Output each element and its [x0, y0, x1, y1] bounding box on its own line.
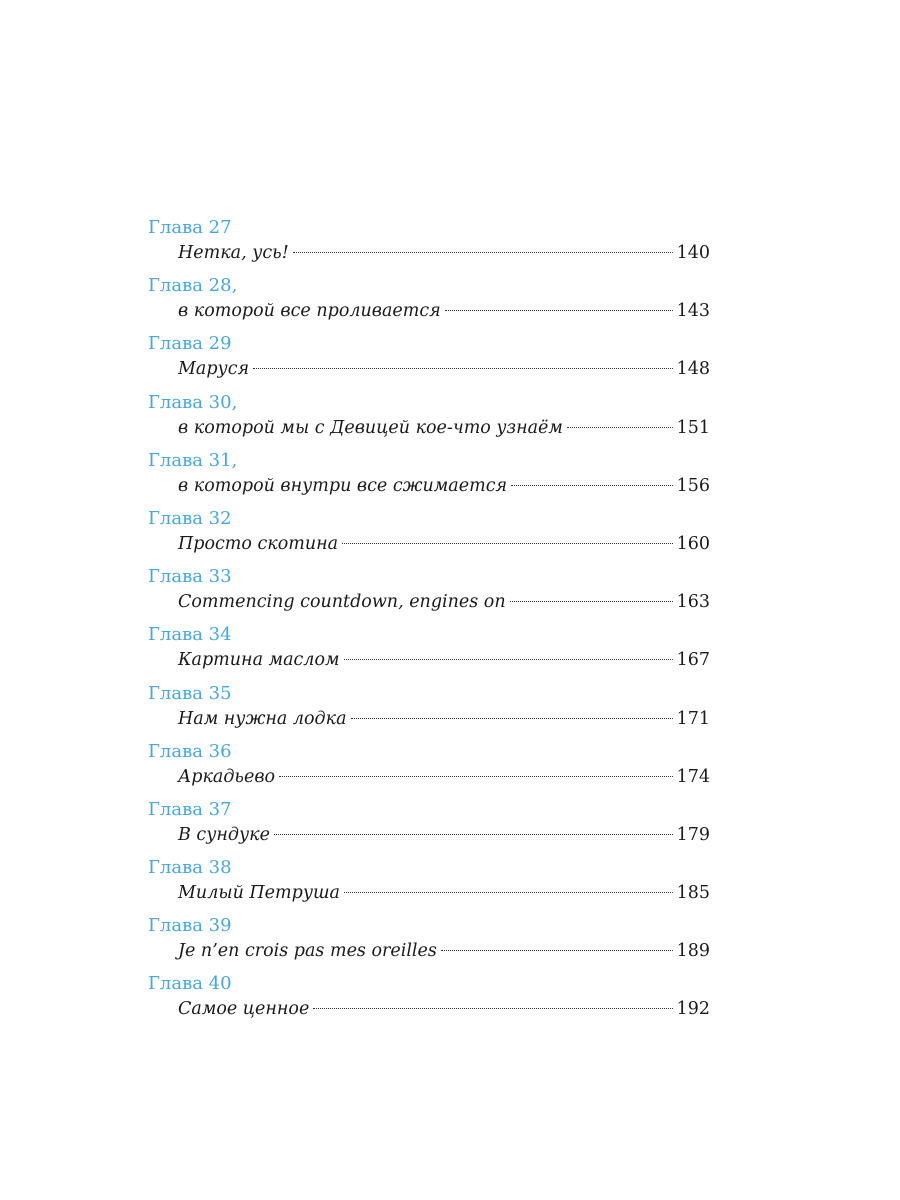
toc-entry[interactable]: [148, 798, 710, 856]
chapter-number: Глава 31,: [148, 449, 238, 471]
chapter-title: Нетка, усь!: [178, 243, 289, 263]
toc-entry[interactable]: [148, 623, 710, 681]
chapter-title: Маруся: [178, 359, 250, 380]
leader-dots: [351, 718, 673, 719]
toc-line: [178, 706, 710, 732]
chapter-number: Глава 29: [148, 333, 232, 355]
chapter-title: Самое ценное: [178, 999, 310, 1020]
toc-entry[interactable]: [148, 740, 710, 798]
toc-line: [178, 298, 710, 324]
chapter-title: Картина маслом: [178, 650, 340, 671]
chapter-number: Глава 35: [148, 682, 232, 704]
page-number: 160: [676, 533, 710, 554]
toc-entry[interactable]: [148, 507, 710, 565]
toc-entry[interactable]: [148, 682, 710, 740]
page-number: 167: [676, 650, 710, 671]
toc-entry[interactable]: [148, 274, 710, 332]
page-number: 171: [676, 708, 710, 729]
chapter-title: Commencing countdown, engines on: [178, 592, 506, 613]
chapter-title: В сундуке: [178, 824, 270, 845]
page-number: 192: [676, 999, 710, 1020]
leader-dots: [344, 892, 673, 893]
leader-dots: [293, 252, 673, 253]
toc-line: [178, 415, 710, 441]
chapter-number: Глава 27: [148, 217, 232, 238]
chapter-number: Глава 28,: [148, 275, 238, 297]
leader-dots: [510, 601, 673, 602]
chapter-title: Je n’en crois pas mes oreilles: [178, 941, 437, 962]
leader-dots: [274, 834, 673, 835]
page-number: 174: [676, 766, 710, 787]
toc-entry[interactable]: [148, 565, 710, 623]
chapter-number: Глава 37: [148, 798, 232, 820]
page-number: 179: [676, 824, 710, 845]
chapter-title: в которой мы с Девицей кое-что узнаём: [178, 417, 563, 438]
page-number: 151: [676, 417, 710, 438]
toc-line: [178, 938, 710, 964]
toc-line: [178, 880, 710, 906]
leader-dots: [344, 659, 673, 660]
chapter-number: Глава 34: [148, 624, 232, 646]
chapter-title: в которой внутри все сжимается: [178, 475, 508, 496]
chapter-number: Глава 32: [148, 507, 232, 529]
leader-dots: [567, 427, 673, 428]
toc-line: [178, 996, 710, 1022]
toc-entry[interactable]: [148, 914, 710, 972]
toc-entry[interactable]: [148, 972, 710, 1030]
toc-line: [178, 647, 710, 673]
page-number: 185: [676, 883, 710, 904]
leader-dots: [445, 310, 673, 311]
toc-entry[interactable]: [148, 216, 710, 274]
chapter-title: Просто скотина: [178, 533, 339, 554]
chapter-number: Глава 40: [148, 973, 232, 995]
page-number: 163: [676, 592, 710, 613]
chapter-title: в которой все проливается: [178, 301, 441, 322]
toc-line: [178, 531, 710, 557]
chapter-title: Милый Петруша: [178, 883, 340, 904]
chapter-number: Глава 30,: [148, 391, 238, 413]
toc-entry[interactable]: [148, 856, 710, 914]
page-number: 156: [676, 475, 710, 496]
toc-line: [178, 589, 710, 615]
toc-entry[interactable]: [148, 391, 710, 449]
chapter-number: Глава 38: [148, 857, 232, 879]
page-number: 148: [676, 359, 710, 380]
page-number: 189: [676, 941, 710, 962]
toc-entry[interactable]: [148, 449, 710, 507]
toc-entry[interactable]: [148, 332, 710, 390]
chapter-number: Глава 36: [148, 740, 232, 762]
toc-line: [178, 822, 710, 848]
chapter-number: Глава 39: [148, 915, 232, 937]
leader-dots: [253, 368, 673, 369]
page-number: 140: [676, 243, 710, 263]
toc-line: [178, 240, 710, 266]
toc-line: [178, 356, 710, 382]
leader-dots: [441, 950, 673, 951]
leader-dots: [313, 1008, 672, 1009]
toc-line: [178, 764, 710, 790]
leader-dots: [511, 485, 673, 486]
leader-dots: [342, 543, 672, 544]
chapter-title: Аркадьево: [178, 766, 276, 787]
page-number: 143: [676, 301, 710, 322]
toc-line: [178, 473, 710, 499]
chapter-number: Глава 33: [148, 566, 232, 588]
leader-dots: [279, 776, 673, 777]
chapter-title: Нам нужна лодка: [178, 708, 347, 729]
table-of-contents: [148, 216, 710, 1031]
